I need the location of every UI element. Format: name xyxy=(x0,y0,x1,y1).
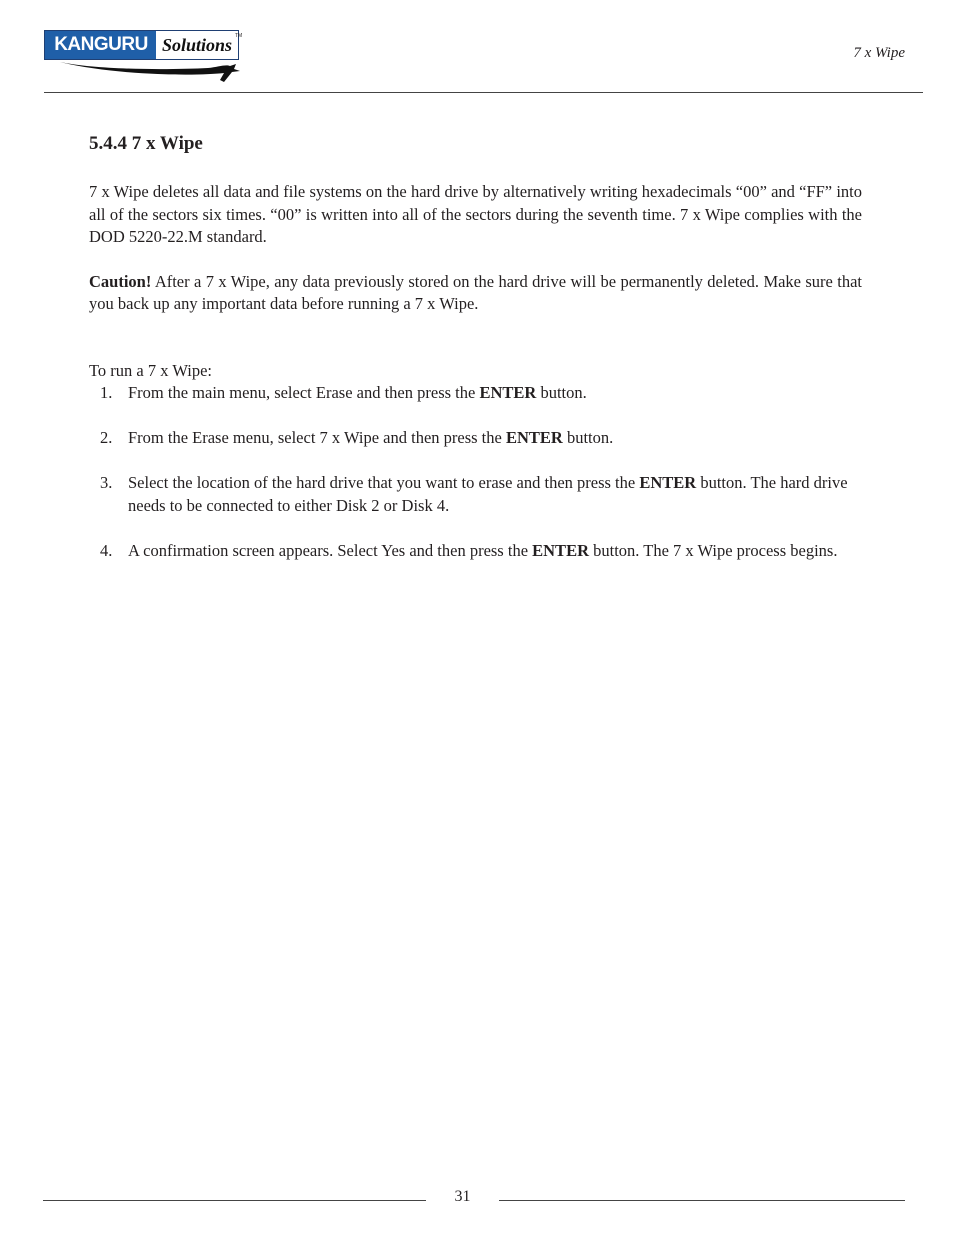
page-number: 31 xyxy=(454,1188,471,1205)
caution-text: After a 7 x Wipe, any data previously stored on the hard drive will be permanently deleted. Make sure that you back up any important data before running a 7 x Wipe. xyxy=(89,271,862,313)
step-item: 3. Select the location of the hard drive that you want to erase and then press the ENTER button. The hard drive needs to be connected to either Disk 2 or Disk 4. xyxy=(100,473,848,515)
caution-label: Caution! xyxy=(89,271,152,291)
section-heading: 5.4.4 7 x Wipe xyxy=(89,133,203,154)
running-header-title: 7 x Wipe xyxy=(853,45,905,61)
page-content xyxy=(89,131,862,585)
kangaroo-swoosh-icon xyxy=(58,58,243,86)
logo-tagline: Solutions xyxy=(156,30,239,60)
logo-trademark: TM xyxy=(235,33,243,39)
step-item: 1. From the main menu, select Erase and then press the ENTER button. xyxy=(100,383,587,402)
kanguru-logo xyxy=(44,30,244,88)
footer-divider-left xyxy=(43,1200,426,1201)
caution-paragraph xyxy=(89,271,862,316)
intro-paragraph: 7 x Wipe deletes all data and file systems on the hard drive by alternatively writing hexadecimals “00” and “FF” into all of the sectors six times. “00” is written into all of the sectors during the seventh time. 7 x Wipe complies with the DOD 5220-22.M standard. xyxy=(89,182,862,246)
step-item: 4. A confirmation screen appears. Select Yes and then press the ENTER button. The 7 x Wipe process begins. xyxy=(100,540,838,560)
steps-list xyxy=(89,382,862,562)
logo-brand: KANGURU xyxy=(44,30,158,60)
footer-divider-right xyxy=(499,1200,905,1201)
steps-intro: To run a 7 x Wipe: xyxy=(89,360,212,380)
header-divider xyxy=(44,92,923,93)
step-item: 2. From the Erase menu, select 7 x Wipe and then press the ENTER button. xyxy=(100,428,614,447)
